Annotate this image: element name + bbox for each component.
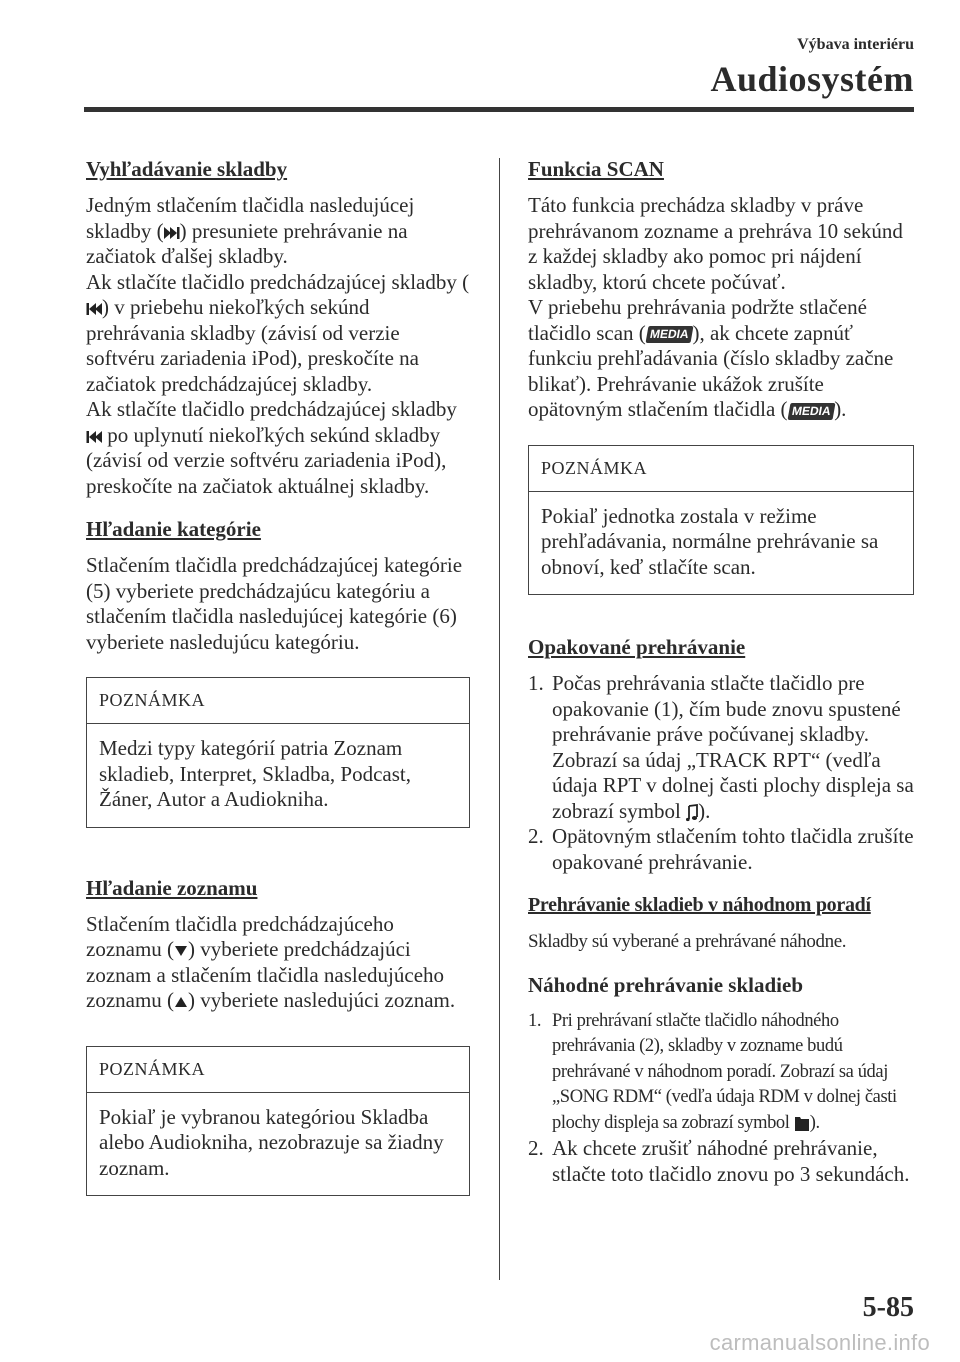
section-title-random-tracks: Náhodné prehrávanie skladieb [528, 972, 803, 997]
track-search-text [86, 193, 470, 499]
section-title-category-search: Hľadanie kategórie [86, 517, 261, 541]
header-title: Audiosystém [710, 59, 914, 99]
header-rule [84, 107, 914, 112]
note-heading: POZNÁMKA [87, 678, 469, 724]
text-span: ). [698, 798, 711, 823]
section-title-repeat: Opakované prehrávanie [528, 635, 746, 659]
random-intro-text: Skladby sú vyberané a prehrávané náhodne. [528, 931, 847, 952]
header-subtitle: Výbava interiéru [797, 36, 914, 53]
prev-track-icon [86, 430, 102, 444]
note-box-list [86, 1046, 470, 1197]
text-span: Ak chcete zrušiť náhodné prehrávanie, stlačte toto tlačidlo znovu po 3 sekundách. [552, 1136, 910, 1186]
list-search-text [86, 912, 470, 1014]
next-track-icon [164, 226, 180, 240]
text-span: ) vyberiete predchádzajúci zoznam a stlačením tlačidla nasledujúceho zoznamu ( [86, 937, 445, 1012]
text-span: Ak stlačíte tlačidlo predchádzajúcej skladby [86, 397, 457, 421]
note-body: Pokiaľ je vybranou kategóriou Skladba alebo Audiokniha, nezobrazuje sa žiadny zoznam. [99, 1104, 444, 1180]
text-span: ). [809, 1112, 820, 1133]
watermark: carmanualsonline.info [709, 1330, 930, 1355]
text-span: V priebehu prehrávania podržte stlačené tlačidlo scan ( [528, 295, 867, 345]
media-button-icon: MEDIA [645, 326, 693, 343]
music-note-icon [686, 804, 698, 822]
list-item [528, 1136, 914, 1187]
note-body: Medzi typy kategórií patria Zoznam skladieb, Interpret, Skladba, Podcast, Žáner, Autor a Audiokniha. [99, 736, 412, 811]
note-body: Pokiaľ jednotka zostala v režime prehľadávania, normálne prehrávanie sa obnoví, keď stlačíte scan. [541, 503, 879, 579]
column-separator [499, 158, 500, 1280]
section-title-list-search: Hľadanie zoznamu [86, 875, 258, 900]
text-span: Stlačením tlačidla predchádzajúceho zoznamu ( [86, 911, 394, 961]
text-span: po uplynutí niekoľkých sekúnd skladby (závisí od verzie softvéru zariadenia iPod), preskočíte na začiatok aktuálnej skladby. [86, 422, 447, 498]
left-column [86, 155, 470, 1242]
list-number: 1. [528, 1010, 542, 1031]
list-item [528, 671, 914, 824]
list-number: 2. [528, 824, 544, 848]
text-span: Jedným stlačením tlačidla nasledujúcej skladby ( [86, 193, 415, 243]
text-span: ). [834, 397, 847, 421]
note-heading: POZNÁMKA [529, 446, 913, 492]
random-steps [528, 1009, 914, 1188]
list-number: 1. [528, 671, 544, 695]
text-span: ) v priebehu niekoľkých sekúnd prehrávania skladby (závisí od verzie softvéru zariadenia iPod), preskočíte na začiatok predchádzajúcej skladby. [86, 295, 419, 396]
section-title-track-search: Vyhľadávanie skladby [86, 157, 288, 181]
section-title-random: Prehrávanie skladieb v náhodnom poradí [528, 894, 871, 916]
shuffle-folder-icon [794, 1114, 810, 1132]
scan-text [528, 193, 914, 423]
text-span: ) presuniete prehrávanie na začiatok ďalšej skladby. [86, 218, 408, 268]
text-span: ), ak chcete zapnúť funkciu prehľadávania (číslo skladby začne blikať). Prehrávanie ukážok zrušíte opätovným stlačením tlačidla ( [528, 320, 894, 421]
prev-track-icon [86, 302, 102, 316]
text-span: Počas prehrávania stlačte tlačidlo pre opakovanie (1), čím bude znovu spustené prehrávanie práve počúvanej skladby. Zobrazí sa údaj „TRACK RPT“ (vedľa údaja RPT v dolnej časti plochy displeja sa zobrazí symbol [552, 671, 914, 823]
triangle-down-icon [174, 945, 188, 957]
text-span: Ak stlačíte tlačidlo predchádzajúcej skladby ( [86, 269, 470, 294]
text-span: Opätovným stlačením tohto tlačidla zrušíte opakované prehrávanie. [552, 824, 914, 874]
section-title-scan: Funkcia SCAN [528, 157, 664, 181]
note-box-categories [86, 677, 470, 828]
note-heading: POZNÁMKA [87, 1047, 469, 1093]
text-span: Pri prehrávaní stlačte tlačidlo náhodného prehrávania (2), skladby v zozname budú prehrávané v náhodnom poradí. Zobrazí sa údaj „SONG RDM“ (vedľa údaja RDM v dolnej časti plochy displeja sa zobrazí symbol [552, 1010, 897, 1133]
note-box-scan [528, 445, 914, 596]
category-search-text: Stlačením tlačidla predchádzajúcej kategórie (5) vyberiete predchádzajúcu kategóriu a stlačením tlačidla nasledujúcej kategórie (6) vyberiete nasledujúcu kategóriu. [86, 553, 463, 654]
repeat-steps [528, 671, 914, 875]
right-column [528, 155, 914, 1203]
triangle-up-icon [174, 996, 188, 1008]
list-item [528, 824, 914, 875]
text-span: ) vyberiete nasledujúci zoznam. [188, 988, 456, 1012]
list-number: 2. [528, 1136, 544, 1160]
list-item [528, 1009, 914, 1137]
text-span: Táto funkcia prechádza skladby v práve prehrávanom zozname a prehráva 10 sekúnd z každej skladby ako pomoc pri nájdení skladby, ktorú chcete počúvať. [528, 193, 903, 294]
media-button-icon: MEDIA [787, 403, 835, 420]
page-number: 5-85 [862, 1292, 914, 1323]
